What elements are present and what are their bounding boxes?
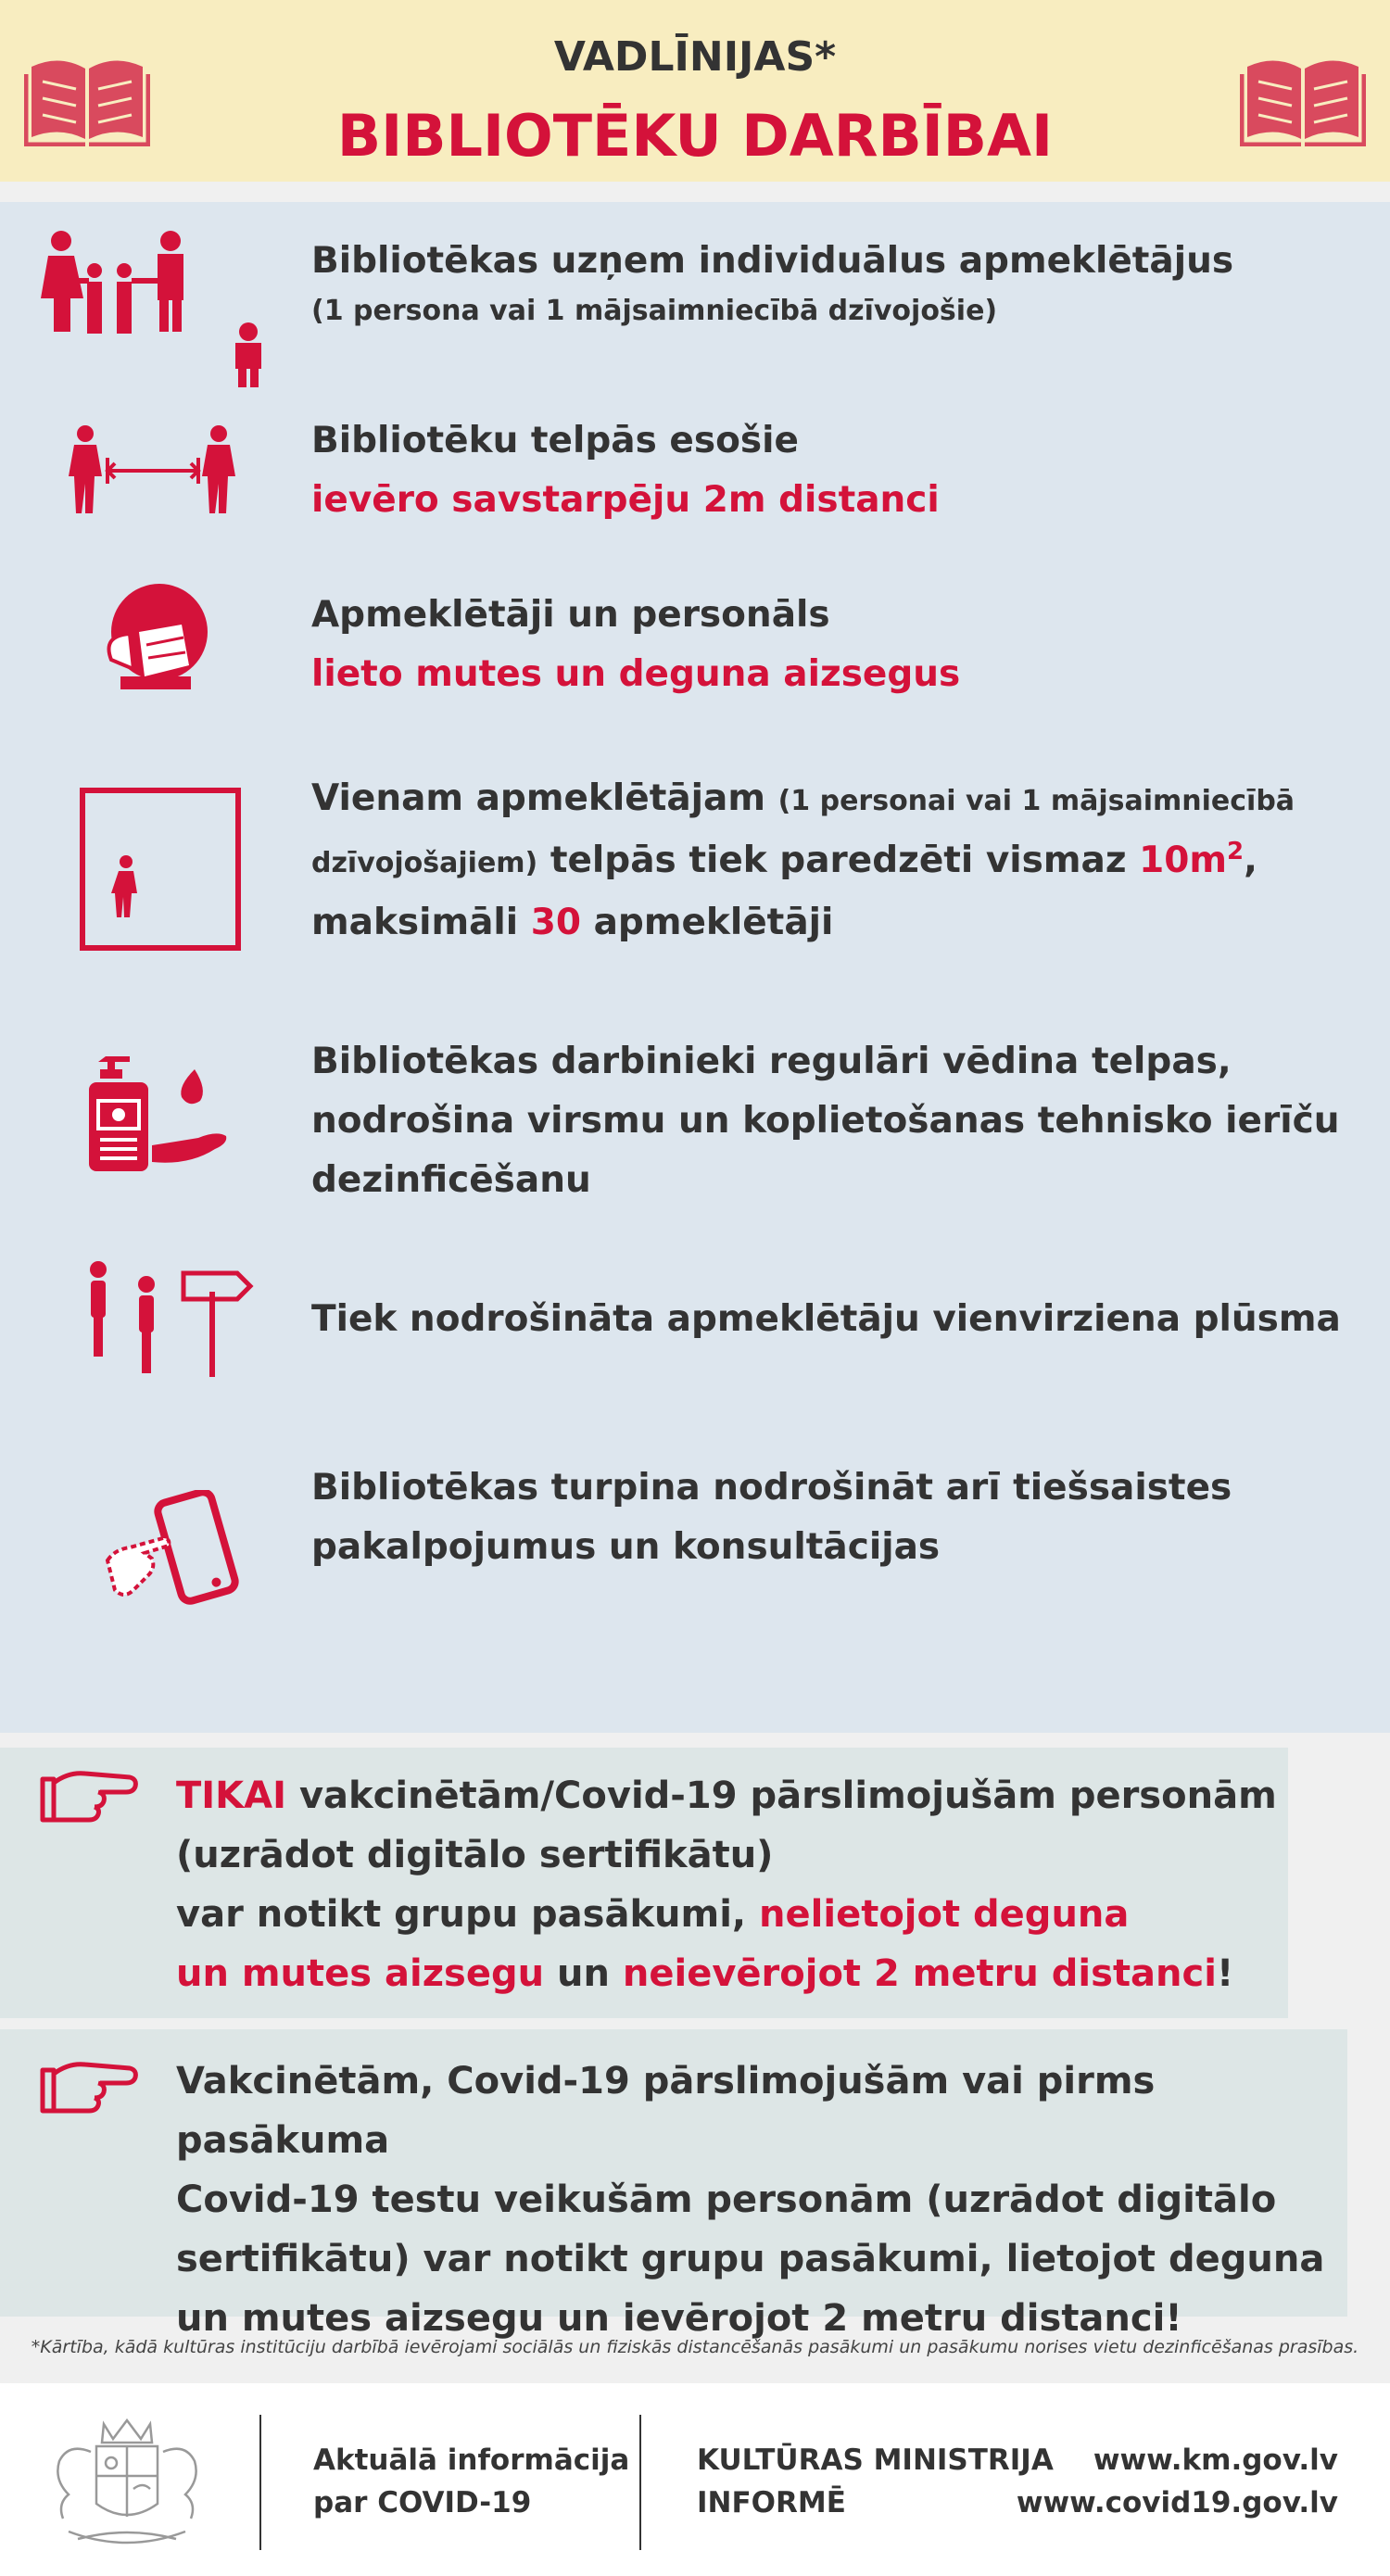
pointing-hand-icon xyxy=(37,2055,139,2120)
footer-divider xyxy=(639,2415,641,2550)
header-banner xyxy=(0,0,1390,182)
guideline-4: Vienam apmeklētājam (1 personai vai 1 mājsaimniecībā dzīvojošajiem) telpās tiek paredzēti vismaz $10m^2$, maksimāli 30 apmeklētāji xyxy=(311,777,1295,943)
footer xyxy=(0,2383,1390,2576)
notice-vaccinated-only xyxy=(0,1748,1288,2018)
smartphone-touch-icon xyxy=(102,1490,241,1605)
guidelines-panel xyxy=(0,202,1390,1733)
link-covid19[interactable]: www.covid19.gov.lv xyxy=(1016,2486,1338,2519)
notice-group-events xyxy=(0,2029,1347,2340)
guideline-7: Bibliotēkas turpina nodrošināt arī tiešsaistes pakalpojumus un konsultācijas xyxy=(311,1467,1232,1568)
pointing-hand-icon xyxy=(37,1764,139,1829)
footer-links xyxy=(1017,2439,1338,2524)
guideline-2: Bibliotēku telpās esošie ievēro savstarpēju 2m distanci xyxy=(311,420,940,521)
face-mask-icon xyxy=(93,580,213,691)
notice-2-text: Vakcinētām, Covid-19 pārslimojušām vai pirms pasākuma Covid-19 testu veikušām personām (uzrādot digitālo sertifikātu) var notikt grupu pasākumi, lietojot deguna un mutes aizsegu un ievērojot 2 metru distanci! xyxy=(176,2060,1325,2340)
guideline-3: Apmeklētāji un personāls lieto mutes un deguna aizsegus xyxy=(311,594,961,695)
footer-ministry: KULTŪRAS MINISTRIJA INFORMĒ xyxy=(697,2443,1054,2519)
footer-covid-info: Aktuālā informācija par COVID-19 xyxy=(313,2443,630,2519)
footnote: *Kārtība, kādā kultūras institūciju darbībā ievērojami sociālās un fiziskās distancēšanās pasākumi un pasākumu norises vietu dezinficēšanas prasības. xyxy=(31,2337,1359,2357)
guideline-5: Bibliotēkas darbinieki regulāri vēdina telpas, nodrošina virsmu un koplietošanas tehnisko ierīču dezinficēšanu xyxy=(311,1041,1340,1201)
family-group-icon xyxy=(41,230,272,387)
header-subtitle: BIBLIOTĒKU DARBĪBAI xyxy=(336,102,1054,170)
guideline-1: Bibliotēkas uzņem individuālus apmeklētājus (1 persona vai 1 mājsaimniecībā dzīvojošie) xyxy=(311,240,1234,327)
distance-icon xyxy=(65,424,241,517)
one-way-flow-icon xyxy=(83,1260,256,1381)
hand-sanitizer-icon xyxy=(87,1053,235,1173)
guideline-6: Tiek nodrošināta apmeklētāju vienvirziena plūsma xyxy=(311,1298,1341,1340)
link-km[interactable]: www.km.gov.lv xyxy=(1093,2443,1338,2477)
room-area-icon xyxy=(80,788,241,951)
notice-1-text: TIKAI vakcinētām/Covid-19 pārslimojušām personām (uzrādot digitālo sertifikātu) var notikt grupu pasākumi, nelietojot deguna un mutes aizsegu un neievērojot 2 metru distanci! xyxy=(176,1774,1277,1995)
header-title: VADLĪNIJAS* xyxy=(553,33,837,81)
footer-divider xyxy=(259,2415,261,2550)
coat-of-arms-icon xyxy=(41,2415,213,2554)
